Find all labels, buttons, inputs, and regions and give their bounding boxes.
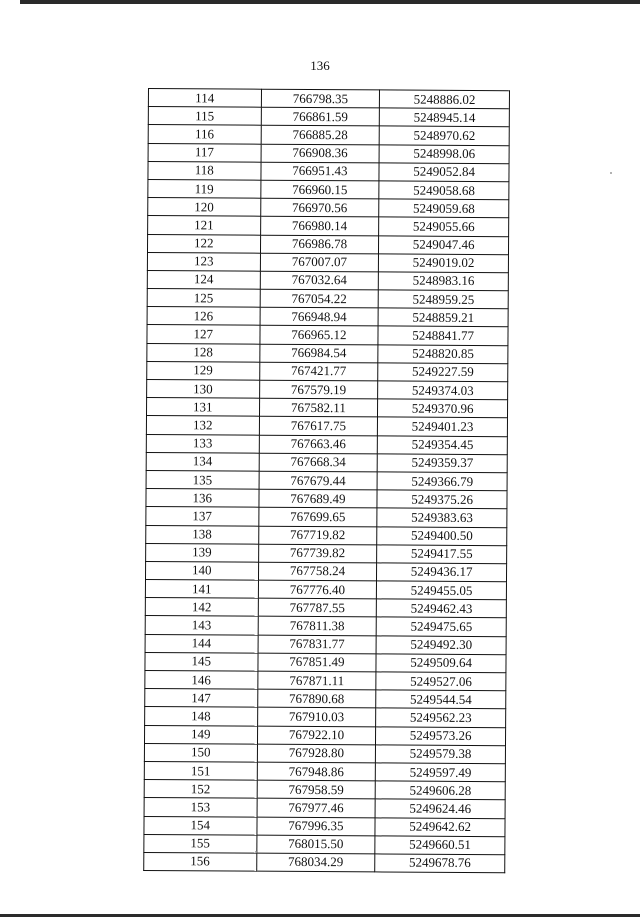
table-row [147,343,508,363]
x-coordinate-cell: 767910.03 [257,708,376,727]
point-number-cell: 156 [144,852,257,871]
scan-speck [255,851,257,853]
table-row [147,270,508,290]
point-number-cell: 117 [148,143,261,162]
point-number-cell: 125 [147,289,260,308]
table-row [144,798,505,818]
point-number-cell: 126 [147,307,260,326]
point-number-cell: 131 [146,398,259,417]
point-number-cell: 119 [148,179,261,198]
y-coordinate-cell: 5249059.68 [379,199,509,218]
y-coordinate-cell: 5248859.21 [378,308,508,327]
table-row [146,543,507,563]
y-coordinate-cell: 5248998.06 [379,144,509,163]
y-coordinate-cell: 5249579.38 [376,745,506,764]
point-number-cell: 150 [144,743,257,762]
table-row [146,470,507,490]
x-coordinate-cell: 766984.54 [259,344,378,363]
y-coordinate-cell: 5249606.28 [375,781,505,800]
point-number-cell: 149 [144,725,257,744]
y-coordinate-cell: 5249660.51 [375,836,505,855]
x-coordinate-cell: 767719.82 [258,526,377,545]
y-coordinate-cell: 5249374.03 [378,381,508,400]
y-coordinate-cell: 5249227.59 [378,363,508,382]
y-coordinate-cell: 5249400.50 [377,526,507,545]
point-number-cell: 143 [145,616,258,635]
x-coordinate-cell: 767054.22 [260,289,379,308]
table-row [146,416,507,436]
table-row [144,725,505,745]
x-coordinate-cell: 766948.94 [260,307,379,326]
y-coordinate-cell: 5249354.45 [378,435,508,454]
point-number-cell: 147 [145,689,258,708]
y-coordinate-cell: 5249475.65 [376,617,506,636]
x-coordinate-cell: 767617.75 [259,417,378,436]
point-number-cell: 132 [146,416,259,435]
y-coordinate-cell: 5249359.37 [377,454,507,473]
coordinates-table-body [144,89,510,873]
x-coordinate-cell: 767776.40 [258,580,377,599]
point-number-cell: 141 [145,580,258,599]
table-row [144,852,505,872]
y-coordinate-cell: 5248820.85 [378,345,508,364]
y-coordinate-cell: 5249417.55 [377,545,507,564]
table-row [144,743,505,763]
y-coordinate-cell: 5249366.79 [377,472,507,491]
table-row [145,689,506,709]
point-number-cell: 129 [147,361,260,380]
point-number-cell: 139 [146,543,259,562]
y-coordinate-cell: 5248841.77 [378,326,508,345]
table-row [146,434,507,454]
x-coordinate-cell: 767996.35 [257,817,376,836]
y-coordinate-cell: 5248959.25 [378,290,508,309]
scan-top-edge-gap [0,0,20,4]
x-coordinate-cell: 767922.10 [257,726,376,745]
x-coordinate-cell: 766908.36 [261,144,380,163]
x-coordinate-cell: 767851.49 [258,653,377,672]
table-row [146,398,507,418]
y-coordinate-cell: 5249383.63 [377,508,507,527]
table-row [147,252,508,272]
table-row [147,325,508,345]
table-row [146,452,507,472]
x-coordinate-cell: 766970.56 [260,198,379,217]
point-number-cell: 120 [148,198,261,217]
point-number-cell: 154 [144,816,257,835]
x-coordinate-cell: 767579.19 [259,380,378,399]
x-coordinate-cell: 767699.65 [258,507,377,526]
table-row [146,525,507,545]
point-number-cell: 124 [147,270,260,289]
point-number-cell: 123 [147,252,260,271]
y-coordinate-cell: 5248886.02 [380,90,510,109]
x-coordinate-cell: 767689.49 [259,489,378,508]
x-coordinate-cell: 767928.80 [257,744,376,763]
x-coordinate-cell: 768015.50 [256,835,375,854]
page-number: 136 [310,58,330,73]
point-number-cell: 138 [146,525,259,544]
x-coordinate-cell: 767007.07 [260,253,379,272]
x-coordinate-cell: 766986.78 [260,235,379,254]
table-row [145,634,506,654]
table-row [148,125,509,145]
coordinates-table [143,88,510,873]
table-row [145,580,506,600]
y-coordinate-cell: 5249492.30 [376,636,506,655]
y-coordinate-cell: 5249055.66 [379,217,509,236]
x-coordinate-cell: 766965.12 [260,326,379,345]
x-coordinate-cell: 767871.11 [257,671,376,690]
point-number-cell: 137 [146,507,259,526]
y-coordinate-cell: 5249462.43 [377,599,507,618]
point-number-cell: 140 [145,561,258,580]
point-number-cell: 153 [144,798,257,817]
table-row [145,598,506,618]
table-row [147,361,508,381]
x-coordinate-cell: 767421.77 [259,362,378,381]
point-number-cell: 127 [147,325,260,344]
scan-speck [610,172,612,174]
table-row [144,780,505,800]
point-number-cell: 122 [147,234,260,253]
x-coordinate-cell: 767977.46 [257,798,376,817]
point-number-cell: 121 [148,216,261,235]
x-coordinate-cell: 767890.68 [257,689,376,708]
scan-top-edge [0,0,640,4]
table-row [148,143,509,163]
point-number-cell: 146 [145,670,258,689]
table-row [147,307,508,327]
x-coordinate-cell: 766798.35 [261,89,380,108]
y-coordinate-cell: 5249436.17 [377,563,507,582]
y-coordinate-cell: 5249509.64 [376,654,506,673]
x-coordinate-cell: 767679.44 [259,471,378,490]
x-coordinate-cell: 766980.14 [260,217,379,236]
table-row [145,616,506,636]
table-row [144,761,505,781]
y-coordinate-cell: 5249527.06 [376,672,506,691]
y-coordinate-cell: 5249047.46 [379,235,509,254]
point-number-cell: 128 [147,343,260,362]
table-row [146,489,507,509]
table-row [147,289,508,309]
table-row [148,107,509,127]
point-number-cell: 116 [148,125,261,144]
x-coordinate-cell: 767668.34 [259,453,378,472]
point-number-cell: 135 [146,470,259,489]
y-coordinate-cell: 5249642.62 [375,817,505,836]
y-coordinate-cell: 5248945.14 [380,108,510,127]
x-coordinate-cell: 767958.59 [257,780,376,799]
y-coordinate-cell: 5249573.26 [376,726,506,745]
point-number-cell: 136 [146,489,259,508]
y-coordinate-cell: 5249052.84 [379,163,509,182]
point-number-cell: 152 [144,780,257,799]
point-number-cell: 142 [145,598,258,617]
y-coordinate-cell: 5249678.76 [375,854,505,873]
point-number-cell: 155 [144,834,257,853]
x-coordinate-cell: 767787.55 [258,598,377,617]
x-coordinate-cell: 768034.29 [256,853,375,872]
table-row [147,379,508,399]
y-coordinate-cell: 5248983.16 [379,272,509,291]
x-coordinate-cell: 767948.86 [257,762,376,781]
table-row [148,161,509,181]
point-number-cell: 133 [146,434,259,453]
x-coordinate-cell: 767831.77 [258,635,377,654]
x-coordinate-cell: 766885.28 [261,126,380,145]
table-row [146,507,507,527]
point-number-cell: 144 [145,634,258,653]
y-coordinate-cell: 5249370.96 [378,399,508,418]
y-coordinate-cell: 5249624.46 [375,799,505,818]
table-row [144,834,505,854]
point-number-cell: 151 [144,761,257,780]
y-coordinate-cell: 5249544.54 [376,690,506,709]
table-row [144,816,505,836]
point-number-cell: 115 [148,107,261,126]
x-coordinate-cell: 766951.43 [261,162,380,181]
x-coordinate-cell: 766960.15 [260,180,379,199]
y-coordinate-cell: 5249019.02 [379,254,509,273]
table-row [145,652,506,672]
y-coordinate-cell: 5249455.05 [377,581,507,600]
y-coordinate-cell: 5249058.68 [379,181,509,200]
x-coordinate-cell: 767663.46 [259,435,378,454]
y-coordinate-cell: 5248970.62 [379,126,509,145]
x-coordinate-cell: 767032.64 [260,271,379,290]
x-coordinate-cell: 767811.38 [258,617,377,636]
y-coordinate-cell: 5249562.23 [376,708,506,727]
table-row [148,216,509,236]
point-number-cell: 148 [145,707,258,726]
y-coordinate-cell: 5249401.23 [378,417,508,436]
point-number-cell: 114 [148,89,261,108]
y-coordinate-cell: 5249375.26 [377,490,507,509]
x-coordinate-cell: 767582.11 [259,398,378,417]
point-number-cell: 118 [148,161,261,180]
table-row [148,198,509,218]
x-coordinate-cell: 767758.24 [258,562,377,581]
y-coordinate-cell: 5249597.49 [376,763,506,782]
x-coordinate-cell: 766861.59 [261,107,380,126]
table-row [148,89,509,109]
table-row [147,234,508,254]
point-number-cell: 145 [145,652,258,671]
table-row [148,179,509,199]
x-coordinate-cell: 767739.82 [258,544,377,563]
table-row [145,670,506,690]
table-row [145,707,506,727]
table-row [145,561,506,581]
point-number-cell: 134 [146,452,259,471]
point-number-cell: 130 [147,379,260,398]
